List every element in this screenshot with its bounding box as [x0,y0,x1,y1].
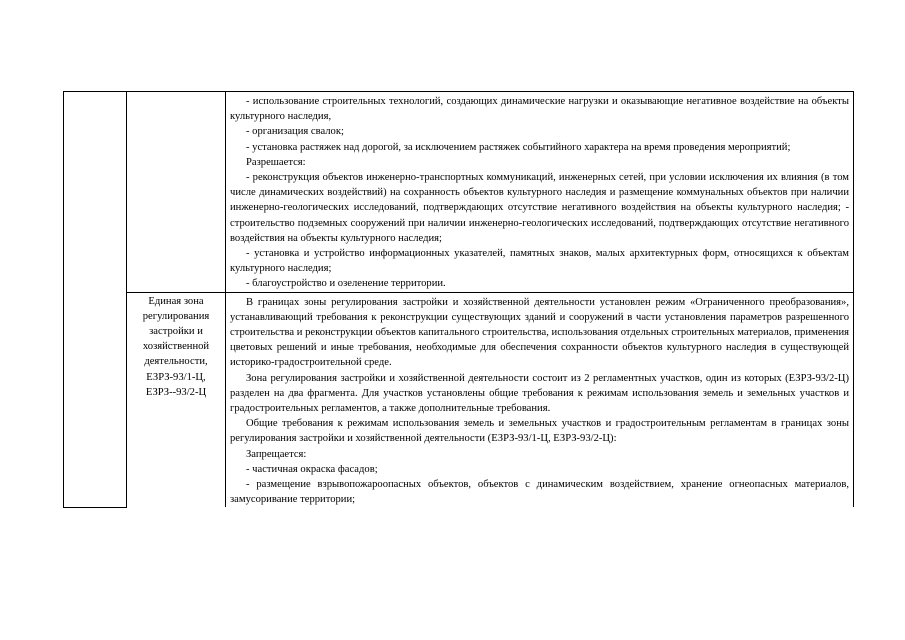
requirement-paragraph: В границах зоны регулирования застройки и хозяйственной деятельности установлен режим «Ограниченного преобразования», устанавливающий требования к реконструкции существующих зданий и сооружений в части установления параметров разрешенного строительства и реконструкции объектов капитального строительства, использования отдельных строительных материалов, применения цветовых решений и иные требования, необходимые для обеспечения сохранности объектов культурного наследия в существующей историко-градостроительной среде. [230,296,849,369]
requirement-paragraph: - размещение взрывопожароопасных объектов, объектов с динамическим воздействием, хранение огнеопасных материалов, замусоривание территории; [230,479,849,506]
requirements-cell [226,292,854,507]
table-row [64,292,854,507]
requirement-paragraph: Зона регулирования застройки и хозяйственной деятельности состоит из 2 регламентных участков, один из которых (ЕЗРЗ-93/2-Ц) разделен на два фрагмента. Для участков установлены общие требования к режимам использования земель и земельных участков и градостроительных регламентов, а также дополнительные требования. [230,372,849,415]
zone-name-line: застройки и [149,326,203,338]
requirement-paragraph: - благоустройство и озеленение территории. [246,278,446,290]
zone-name-line: деятельности, [144,356,208,368]
table-row [64,92,854,293]
regulation-table [63,91,854,508]
zone-name-line: регулирования [142,310,210,322]
requirement-paragraph: - организация свалок; [246,126,344,138]
requirements-cell [226,92,854,293]
requirement-paragraph: Общие требования к режимам использования земель и земельных участков и градостроительным регламентам в границах зоны регулирования застройки и хозяйственной деятельности (ЕЗРЗ-93/1-Ц, ЕЗРЗ-93/2-Ц): [230,418,849,445]
number-cell [64,92,127,508]
zone-name-cell [127,292,226,507]
zone-name-line: Единая зона [148,295,204,307]
zone-name-cell [127,92,226,293]
zone-name-line: ЕЗРЗ--93/2-Ц [145,386,207,398]
requirement-paragraph: - установка и устройство информационных указателей, памятных знаков, малых архитектурных форм, относящихся к объектам культурного наследия; [230,248,849,275]
requirement-paragraph: - частичная окраска фасадов; [246,463,378,475]
requirement-heading: Разрешается: [246,156,306,168]
zone-name-line: ЕЗРЗ-93/1-Ц, [146,371,206,383]
requirement-paragraph: - реконструкция объектов инженерно-транспортных коммуникаций, инженерных сетей, при условии исключения их влияния (в том числе динамических воздействий) на сохранность объектов культурного наследия и размещение коммунальных объектов при наличии инженерно-геологических исследований, подтверждающих отсутствие негативного воздействия на объекты культурного наследия; - строительство подземных сооружений при наличии инженерно-геологических исследований, подтверждающих отсутствие негативного воздействия на объекты культурного наследия; [230,172,849,244]
requirement-paragraph: - использование строительных технологий, создающих динамические нагрузки и оказывающие негативное воздействие на объекты культурного наследия, [230,96,849,123]
requirement-paragraph: - установка растяжек над дорогой, за исключением растяжек событийного характера на время проведения мероприятий; [246,141,791,153]
zone-name-line: хозяйственной [142,341,210,353]
requirement-heading: Запрещается: [246,448,307,460]
